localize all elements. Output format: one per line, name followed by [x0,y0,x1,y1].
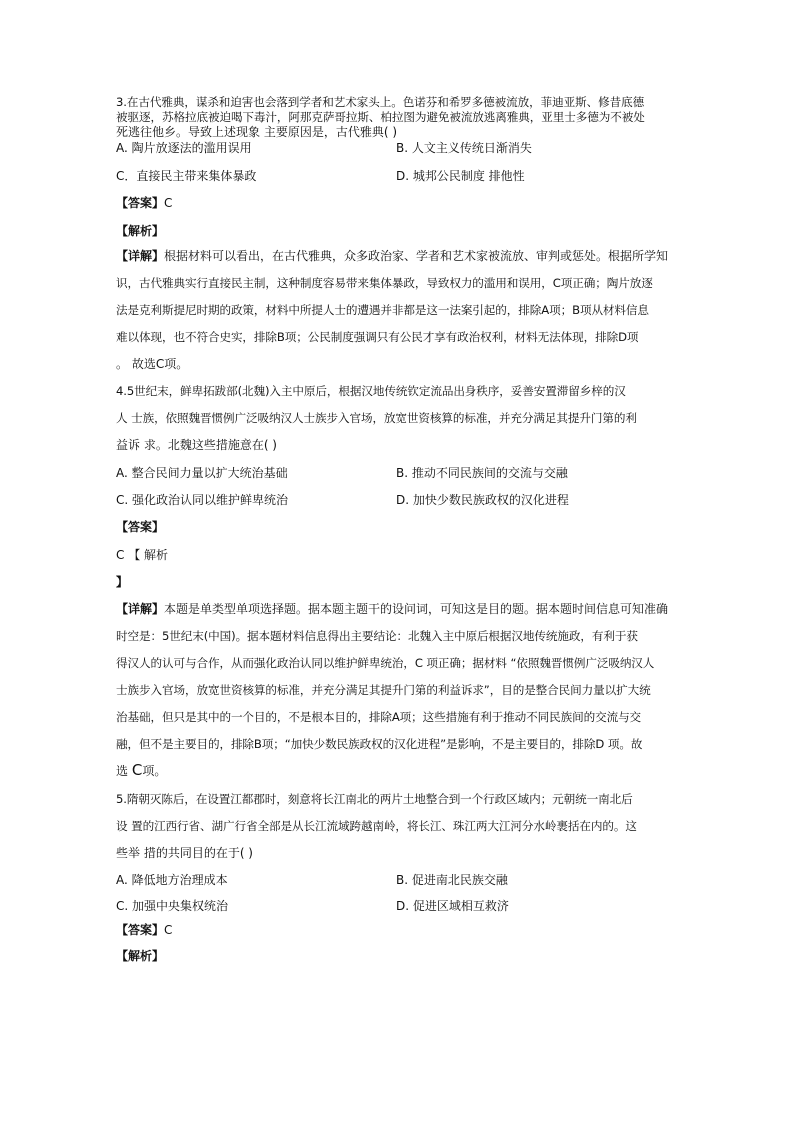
q4-detail-line-6: 融，但不是主要目的，排除B项；“加快少数民族政权的汉化进程”是影响，不是主要目的，排除D 项。故 [116,737,643,751]
q4-detail-final [116,763,682,778]
q3-option-b: B. 人文主义传统日渐消失 [396,141,532,155]
q5-stem-line-2: 设 置的江西行省、湖广行省全部是从长江流域跨越南岭，将长江、珠江两大江河分水岭裹括在内的。这 [116,819,637,833]
q4-detail-line-4: 士族步入官场，放宽世资核算的标准，并充分满足其提升门第的利益诉求”，目的是整合民间力量以扩大统 [116,683,651,697]
q3-analysis-label: 【解析】 [116,224,165,238]
q3-detail-line-1 [116,249,682,263]
q3-stem-line-1: 3.在古代雅典，谋杀和迫害也会落到学者和艺术家头上。色诺芬和希罗多德被流放，菲迪亚斯、修昔底德 [116,95,645,109]
q3-detail-line-4: 难以体现，也不符合史实，排除B项；公民制度强调只有公民才享有政治权利，材料无法体现，排除D项 [116,330,639,344]
q5-option-a: A. 降低地方治理成本 [116,873,228,887]
q4-bracket-close: 】 [116,575,129,589]
q4-answer-label: 【答案】 [116,520,165,534]
q3-answer-label: 【答案】 [116,196,165,210]
q5-answer [116,923,682,937]
q4-detail-line-2: 时空是：5世纪末(中国)。据本题材料信息得出主要结论：北魏入主中原后根据汉地传统施政，有利于获 [116,629,638,643]
q3-detail-line-3: 法是克利斯提尼时期的政策，材料中所提人士的遭遇并非都是这一法案引起的，排除A项；B项从材料信息 [116,303,649,317]
q3-answer-value: C [164,196,173,210]
q3-option-c: C．直接民主带来集体暴政 [116,169,257,183]
q5-option-b: B. 促进南北民族交融 [396,873,508,887]
q3-detail-label: 【详解】 [116,249,165,263]
q4-final-suffix: 项。 [142,764,167,778]
q4-detail-line-1 [116,602,682,616]
q4-option-b: B. 推动不同民族间的交流与交融 [396,466,568,480]
q5-stem-line-1: 5.隋朝灭陈后，在设置江都郡时，刻意将长江南北的两片土地整合到一个行政区域内；元朝统一南北后 [116,792,633,806]
q3-option-a: A. 陶片放逐法的滥用误用 [116,141,252,155]
q3-stem-line-2: 被驱逐，苏格拉底被迫喝下毒汁，阿那克萨哥拉斯、柏拉图为避免被流放逃离雅典，亚里士多德为不被处 [116,110,645,124]
q5-answer-value: C [164,923,173,937]
q4-detail-text-1: 本题是单类型单项选择题。据本题主题干的设问词，可知这是目的题。据本题时间信息可知准确 [164,602,669,616]
q4-stem-line-2: 人 士族，依照魏晋惯例广泛吸纳汉人士族步入官场，放宽世资核算的标准，并充分满足其提升门第的利 [116,411,637,425]
q4-detail-label: 【详解】 [116,602,165,616]
q5-stem-line-3: 些举 措的共同目的在于( ) [116,846,253,860]
q4-final-prefix: 选 [116,764,132,778]
q4-detail-line-5: 治基础，但只是其中的一个目的，不是根本目的，排除A项；这些措施有利于推动不同民族间的交流与交 [116,710,642,724]
q5-option-c: C. 加强中央集权统治 [116,899,229,913]
q4-stem-line-3: 益诉 求。北魏这些措施意在( ) [116,438,277,452]
q5-answer-label: 【答案】 [116,923,165,937]
q5-analysis-label: 【解析】 [116,949,165,963]
q3-detail-line-2: 识，古代雅典实行直接民主制，这种制度容易带来集体暴政，导致权力的滥用和误用，C项正确；陶片放逐 [116,276,653,290]
q4-final-letter: C [131,763,143,778]
q4-stem-line-1: 4.5世纪末，鲜卑拓跋部(北魏)入主中原后，根据汉地传统钦定流品出身秩序，妥善安置滞留乡梓的汉 [116,384,626,398]
q4-option-d: D. 加快少数民族政权的汉化进程 [396,493,569,507]
q3-detail-line-5: 。 故选C项。 [116,357,189,371]
q4-answer-line: C 【 解析 [116,548,169,562]
q3-detail-text-1: 根据材料可以看出，在古代雅典，众多政治家、学者和艺术家被流放、审判或惩处。根据所学知 [164,249,669,263]
q3-stem-line-3: 死逃往他乡。导致上述现象 主要原因是，古代雅典( ) [116,125,397,139]
q3-option-d: D. 城邦公民制度 排他性 [396,169,525,183]
q4-detail-line-3: 得汉人的认可与合作，从而强化政治认同以维护鲜卑统治，C 项正确；据材料 “依照魏晋惯例广泛吸纳汉人 [116,656,655,670]
q4-option-a: A. 整合民间力量以扩大统治基础 [116,466,288,480]
q4-option-c: C. 强化政治认同以维护鲜卑统治 [116,493,289,507]
q3-answer [116,196,682,210]
q5-option-d: D. 促进区域相互救济 [396,899,509,913]
